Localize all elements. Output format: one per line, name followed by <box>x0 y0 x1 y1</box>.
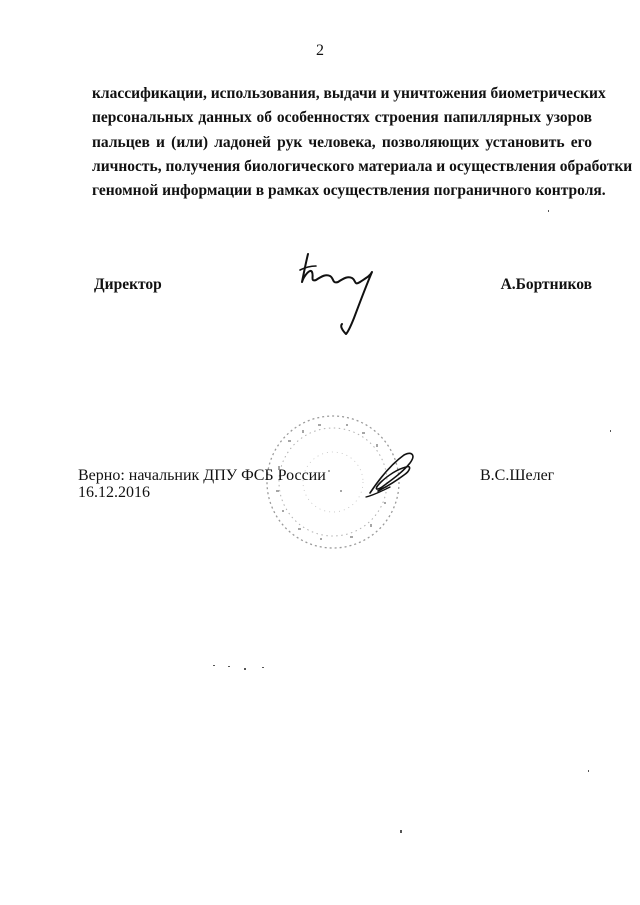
body-line: пальцев и (или) ладоней рук человека, позволяющих установить его <box>92 133 592 151</box>
director-signature-icon <box>292 246 382 346</box>
body-line: классификации, использования, выдачи и уничтожения биометрических <box>92 85 606 102</box>
certification-line: Верно: начальник ДПУ ФСБ России <box>78 467 326 484</box>
certification-name: В.С.Шелег <box>480 467 555 484</box>
body-line: геномной информации в рамках осуществления пограничного контроля. <box>92 182 606 200</box>
signatory-name: А.Бортников <box>500 276 592 293</box>
body-paragraph <box>92 82 633 203</box>
signatory-title: Директор <box>94 276 162 293</box>
body-line: личность, получения биологического материала и осуществления обработки <box>92 157 633 175</box>
page-number: 2 <box>316 42 324 59</box>
certify-signature-icon <box>360 445 420 505</box>
certification-date: 16.12.2016 <box>78 484 150 501</box>
body-line: персональных данных об особенностях строения папиллярных узоров <box>92 109 592 127</box>
